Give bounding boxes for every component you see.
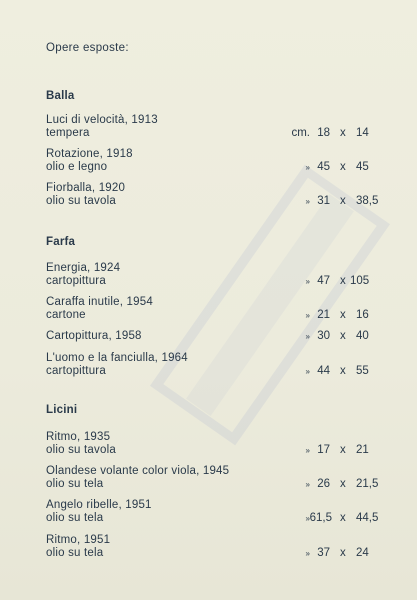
dimension-width: 37: [317, 547, 330, 559]
dimension-width: 45: [317, 161, 330, 173]
dimension-height: 16: [356, 309, 369, 321]
work-entry: [46, 262, 386, 292]
intro-heading: Opere esposte:: [46, 42, 129, 54]
work-title: Ritmo, 1935: [46, 431, 111, 443]
dimension-width: 44: [317, 365, 330, 377]
dimension-width: 26: [317, 478, 330, 490]
dimension-separator: x: [340, 365, 346, 377]
work-medium: cartopittura: [46, 365, 106, 377]
dimension-height: 14: [356, 127, 369, 139]
dimension-separator: x: [340, 512, 346, 524]
dimension-height: 44,5: [356, 512, 379, 524]
dimension-height: 40: [356, 330, 369, 342]
work-medium: olio e legno: [46, 161, 108, 173]
dimension-height: 21: [356, 444, 369, 456]
dimension-width: 61,5: [309, 512, 332, 524]
dimension-width: 31: [317, 195, 330, 207]
work-medium: olio su tavola: [46, 444, 116, 456]
dimension-prefix: »: [305, 480, 310, 489]
work-entry: [46, 431, 386, 461]
work-entry: [46, 465, 386, 495]
work-entry: [46, 324, 386, 354]
work-title: Luci di velocità, 1913: [46, 114, 158, 126]
work-entry: [46, 182, 386, 212]
dimension-prefix: »: [305, 277, 310, 286]
work-medium: olio su tela: [46, 478, 104, 490]
dimension-prefix: »: [305, 446, 310, 455]
work-title: Energia, 1924: [46, 262, 121, 274]
dimension-separator: x: [340, 195, 346, 207]
work-title: Ritmo, 1951: [46, 534, 111, 546]
work-entry: [46, 499, 386, 529]
work-title: Rotazione, 1918: [46, 148, 133, 160]
work-medium: olio su tela: [46, 512, 104, 524]
work-medium: cartopittura: [46, 275, 106, 287]
dimension-prefix: »: [305, 332, 310, 341]
dimension-height: 105: [350, 275, 370, 287]
work-medium: tempera: [46, 127, 90, 139]
dimension-width: 17: [317, 444, 330, 456]
work-entry: [46, 534, 386, 564]
work-entry: [46, 296, 386, 326]
dimension-height: 24: [356, 547, 369, 559]
dimension-separator: x: [340, 309, 346, 321]
dimension-prefix: cm.: [291, 127, 310, 139]
dimension-height: 21,5: [356, 478, 379, 490]
dimension-separator: x: [340, 478, 346, 490]
work-title: Caraffa inutile, 1954: [46, 296, 153, 308]
dimension-width: 21: [317, 309, 330, 321]
work-medium: cartone: [46, 309, 86, 321]
artist-heading-farfa: Farfa: [46, 236, 76, 248]
artist-heading-balla: Balla: [46, 90, 75, 102]
artist-heading-licini: Licini: [46, 404, 78, 416]
dimension-prefix: »: [305, 311, 310, 320]
work-title: L'uomo e la fanciulla, 1964: [46, 352, 188, 364]
work-title: Cartopittura, 1958: [46, 330, 142, 342]
work-title: Olandese volante color viola, 1945: [46, 465, 230, 477]
dimension-separator: x: [340, 161, 346, 173]
dimension-width: 30: [317, 330, 330, 342]
dimension-prefix: »: [305, 197, 310, 206]
dimension-width: 18: [317, 127, 330, 139]
work-entry: [46, 148, 386, 178]
dimension-separator: x: [340, 330, 346, 342]
dimension-prefix: »: [305, 163, 310, 172]
work-title: Fiorballa, 1920: [46, 182, 126, 194]
dimension-height: 38,5: [356, 195, 379, 207]
dimension-prefix: »: [305, 549, 310, 558]
dimension-separator: x: [340, 444, 346, 456]
dimension-height: 55: [356, 365, 369, 377]
work-title: Angelo ribelle, 1951: [46, 499, 152, 511]
dimension-prefix: »: [305, 514, 310, 523]
dimension-prefix: »: [305, 367, 310, 376]
dimension-separator: x: [340, 547, 346, 559]
work-medium: olio su tavola: [46, 195, 116, 207]
dimension-width: 47: [317, 275, 330, 287]
work-entry: [46, 352, 386, 382]
dimension-separator: x: [340, 127, 346, 139]
work-entry: [46, 114, 386, 144]
dimension-height: 45: [356, 161, 369, 173]
dimension-separator: x: [340, 275, 346, 287]
work-medium: olio su tela: [46, 547, 104, 559]
